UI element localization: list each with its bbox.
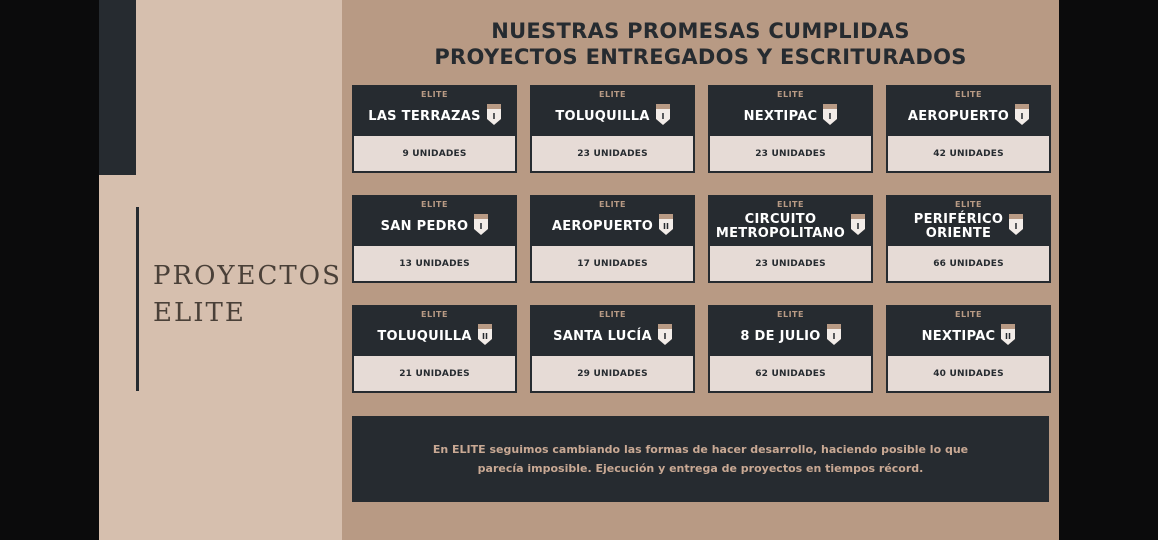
project-card (352, 85, 517, 173)
project-name: NEXTIPAC (743, 109, 818, 124)
card-name-row (358, 101, 511, 133)
phase-shield-icon (474, 214, 488, 241)
units-label: 62 UNIDADES (710, 356, 871, 391)
card-header (532, 197, 693, 246)
card-name-row (714, 101, 867, 133)
phase-shield-icon (487, 104, 501, 131)
project-name: NEXTIPAC (921, 329, 996, 344)
page-heading (342, 18, 1059, 70)
project-card (352, 305, 517, 393)
phase-numeral: II (1005, 331, 1012, 341)
card-brand-label: ELITE (955, 90, 982, 99)
units-label: 17 UNIDADES (532, 246, 693, 281)
phase-shield-icon (659, 214, 673, 241)
card-header (888, 197, 1049, 246)
project-name: SAN PEDRO (380, 219, 469, 234)
project-name: AEROPUERTO (551, 219, 654, 234)
card-name-row (536, 211, 689, 243)
phase-shield-icon (823, 104, 837, 131)
card-header (710, 307, 871, 356)
project-card (886, 195, 1051, 283)
phase-shield-icon (658, 324, 672, 351)
phase-numeral: I (832, 331, 836, 341)
project-card (530, 305, 695, 393)
card-header (354, 87, 515, 136)
units-label: 23 UNIDADES (710, 136, 871, 171)
card-name-row (714, 211, 867, 243)
card-name-row (536, 321, 689, 353)
project-card (708, 85, 873, 173)
card-header (710, 87, 871, 136)
side-title: PROYECTOS ELITE (153, 261, 342, 328)
card-header (710, 197, 871, 246)
phase-numeral: II (481, 331, 488, 341)
phase-shield-icon (851, 214, 865, 241)
units-label: 13 UNIDADES (354, 246, 515, 281)
card-brand-label: ELITE (955, 200, 982, 209)
units-label: 42 UNIDADES (888, 136, 1049, 171)
units-label: 66 UNIDADES (888, 246, 1049, 281)
footer-box (352, 416, 1049, 502)
units-label: 23 UNIDADES (710, 246, 871, 281)
card-header (532, 87, 693, 136)
card-name-row (892, 101, 1045, 133)
project-name: CIRCUITO METROPOLITANO (715, 212, 846, 241)
project-card (352, 195, 517, 283)
card-name-row (892, 321, 1045, 353)
card-name-row (714, 321, 867, 353)
phase-shield-icon (1001, 324, 1015, 351)
phase-numeral: II (663, 221, 670, 231)
card-brand-label: ELITE (777, 310, 804, 319)
phase-shield-icon (1009, 214, 1023, 241)
project-card (886, 85, 1051, 173)
project-card (708, 195, 873, 283)
card-brand-label: ELITE (599, 90, 626, 99)
phase-numeral: I (1020, 111, 1024, 121)
card-header (532, 307, 693, 356)
heading-line-2: PROYECTOS ENTREGADOS Y ESCRITURADOS (434, 45, 967, 69)
phase-numeral: I (661, 111, 665, 121)
phase-shield-icon (478, 324, 492, 351)
phase-shield-icon (827, 324, 841, 351)
units-label: 9 UNIDADES (354, 136, 515, 171)
card-brand-label: ELITE (599, 200, 626, 209)
units-label: 21 UNIDADES (354, 356, 515, 391)
phase-numeral: I (1014, 221, 1018, 231)
card-brand-label: ELITE (955, 310, 982, 319)
phase-numeral: I (856, 221, 860, 231)
dark-corner-block (99, 0, 136, 175)
vertical-accent-bar (136, 207, 139, 391)
card-name-row (536, 101, 689, 133)
project-name: LAS TERRAZAS (368, 109, 481, 124)
card-brand-label: ELITE (777, 200, 804, 209)
card-header (354, 307, 515, 356)
units-label: 29 UNIDADES (532, 356, 693, 391)
slide (99, 0, 1059, 540)
card-brand-label: ELITE (421, 200, 448, 209)
project-card (530, 195, 695, 283)
card-header (888, 87, 1049, 136)
project-card (530, 85, 695, 173)
card-brand-label: ELITE (421, 90, 448, 99)
project-card (886, 305, 1051, 393)
card-name-row (892, 211, 1045, 243)
phase-shield-icon (656, 104, 670, 131)
left-panel (99, 0, 342, 540)
phase-numeral: I (828, 111, 832, 121)
project-name: 8 DE JULIO (740, 329, 821, 344)
footer-text: En ELITE seguimos cambiando las formas de hacer desarrollo, haciendo posible lo que parecía imposible. Ejecución y entrega de proyectos en tiempos récord. (432, 443, 969, 475)
card-brand-label: ELITE (777, 90, 804, 99)
card-name-row (358, 321, 511, 353)
heading-line-1: NUESTRAS PROMESAS CUMPLIDAS (491, 19, 910, 43)
units-label: 23 UNIDADES (532, 136, 693, 171)
project-name: SANTA LUCÍA (553, 329, 652, 344)
card-brand-label: ELITE (421, 310, 448, 319)
project-name: PERIFÉRICO ORIENTE (913, 212, 1004, 241)
project-name: AEROPUERTO (907, 109, 1010, 124)
project-name: TOLUQUILLA (377, 329, 472, 344)
project-card (708, 305, 873, 393)
phase-numeral: I (663, 331, 667, 341)
phase-numeral: I (479, 221, 483, 231)
card-header (354, 197, 515, 246)
project-name: TOLUQUILLA (555, 109, 650, 124)
phase-numeral: I (492, 111, 496, 121)
units-label: 40 UNIDADES (888, 356, 1049, 391)
card-brand-label: ELITE (599, 310, 626, 319)
card-name-row (358, 211, 511, 243)
card-header (888, 307, 1049, 356)
phase-shield-icon (1015, 104, 1029, 131)
